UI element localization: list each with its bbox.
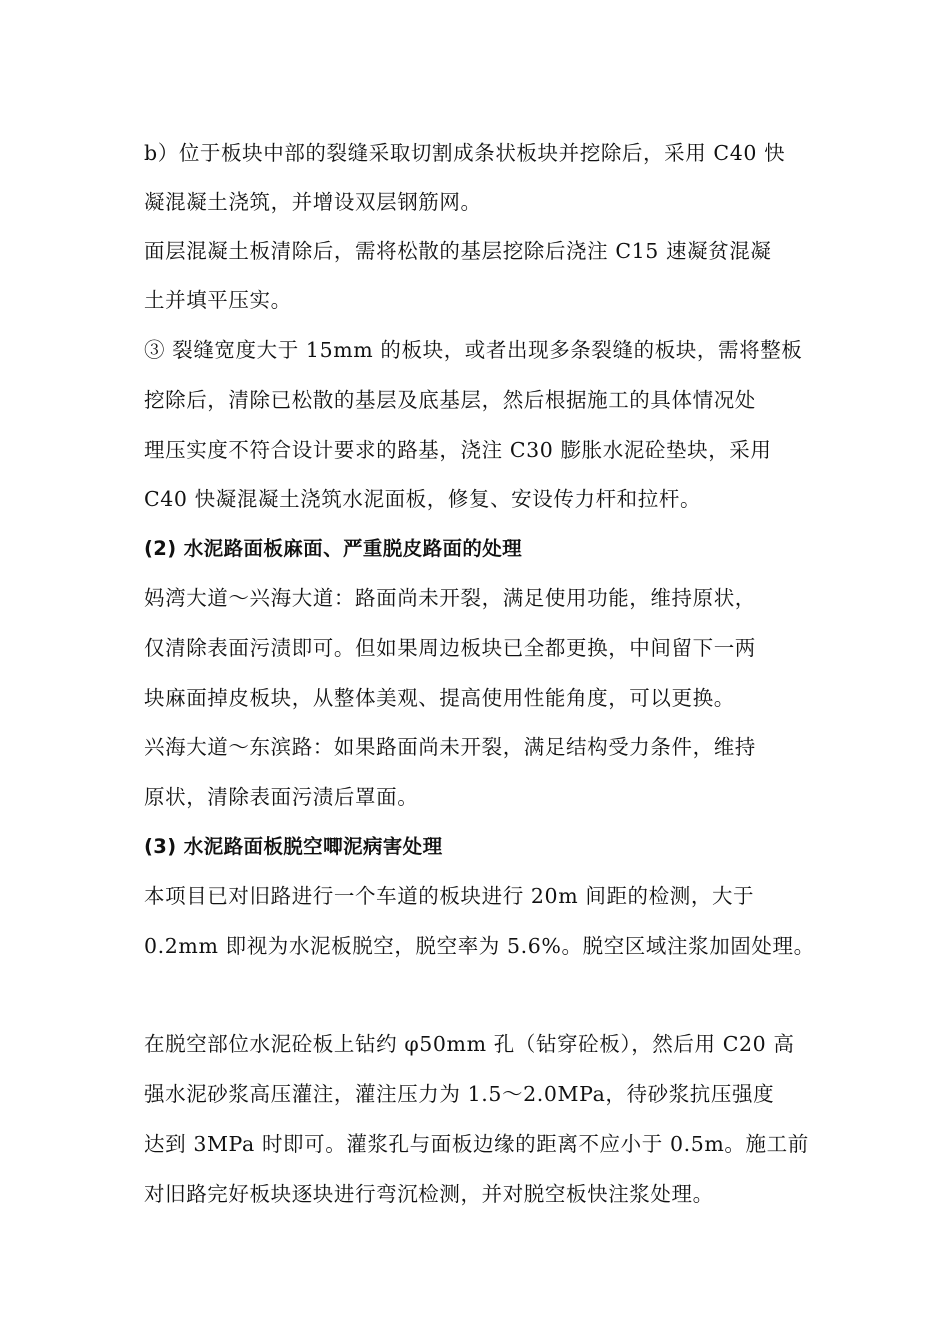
paragraph-line: 对旧路完好板块逐块进行弯沉检测，并对脱空板快注浆处理。 [144,1182,714,1206]
paragraph-line: 土并填平压实。 [144,288,292,312]
section-heading-2: (2) 水泥路面板麻面、严重脱皮路面的处理 [144,537,523,560]
paragraph-line: 本项目已对旧路进行一个车道的板块进行 20m 间距的检测，大于 [144,884,755,908]
paragraph-line: b）位于板块中部的裂缝采取切割成条状板块并挖除后，采用 C40 快 [144,141,786,165]
paragraph-line: 0.2mm 即视为水泥板脱空，脱空率为 5.6%。脱空区域注浆加固处理。 [144,934,815,958]
paragraph-line: 理压实度不符合设计要求的路基，浇注 C30 膨胀水泥砼垫块，采用 [144,438,772,462]
paragraph-line: C40 快凝混凝土浇筑水泥面板，修复、安设传力杆和拉杆。 [144,487,702,511]
paragraph-line: 原状，清除表面污渍后罩面。 [144,785,419,809]
paragraph-line: 在脱空部位水泥砼板上钻约 φ50mm 孔（钻穿砼板），然后用 C20 高 [144,1032,795,1056]
section-heading-3: (3) 水泥路面板脱空唧泥病害处理 [144,835,443,858]
paragraph-line: 仅清除表面污渍即可。但如果周边板块已全都更换，中间留下一两 [144,636,756,660]
paragraph-line: 挖除后，清除已松散的基层及底基层，然后根据施工的具体情况处 [144,388,756,412]
paragraph-line: 凝混凝土浇筑，并增设双层钢筋网。 [144,190,482,214]
paragraph-line: 妈湾大道～兴海大道：路面尚未开裂，满足使用功能，维持原状， [144,586,756,610]
paragraph-line: 面层混凝土板清除后，需将松散的基层挖除后浇注 C15 速凝贫混凝 [144,239,772,263]
paragraph-line: ③ 裂缝宽度大于 15mm 的板块，或者出现多条裂缝的板块，需将整板 [144,338,803,362]
paragraph-line: 强水泥砂浆高压灌注，灌注压力为 1.5～2.0MPa，待砂浆抗压强度 [144,1082,775,1106]
paragraph-line: 达到 3MPa 时即可。灌浆孔与面板边缘的距离不应小于 0.5m。施工前 [144,1132,809,1156]
paragraph-line: 块麻面掉皮板块，从整体美观、提高使用性能角度，可以更换。 [144,686,735,710]
paragraph-line: 兴海大道～东滨路：如果路面尚未开裂，满足结构受力条件，维持 [144,735,756,759]
